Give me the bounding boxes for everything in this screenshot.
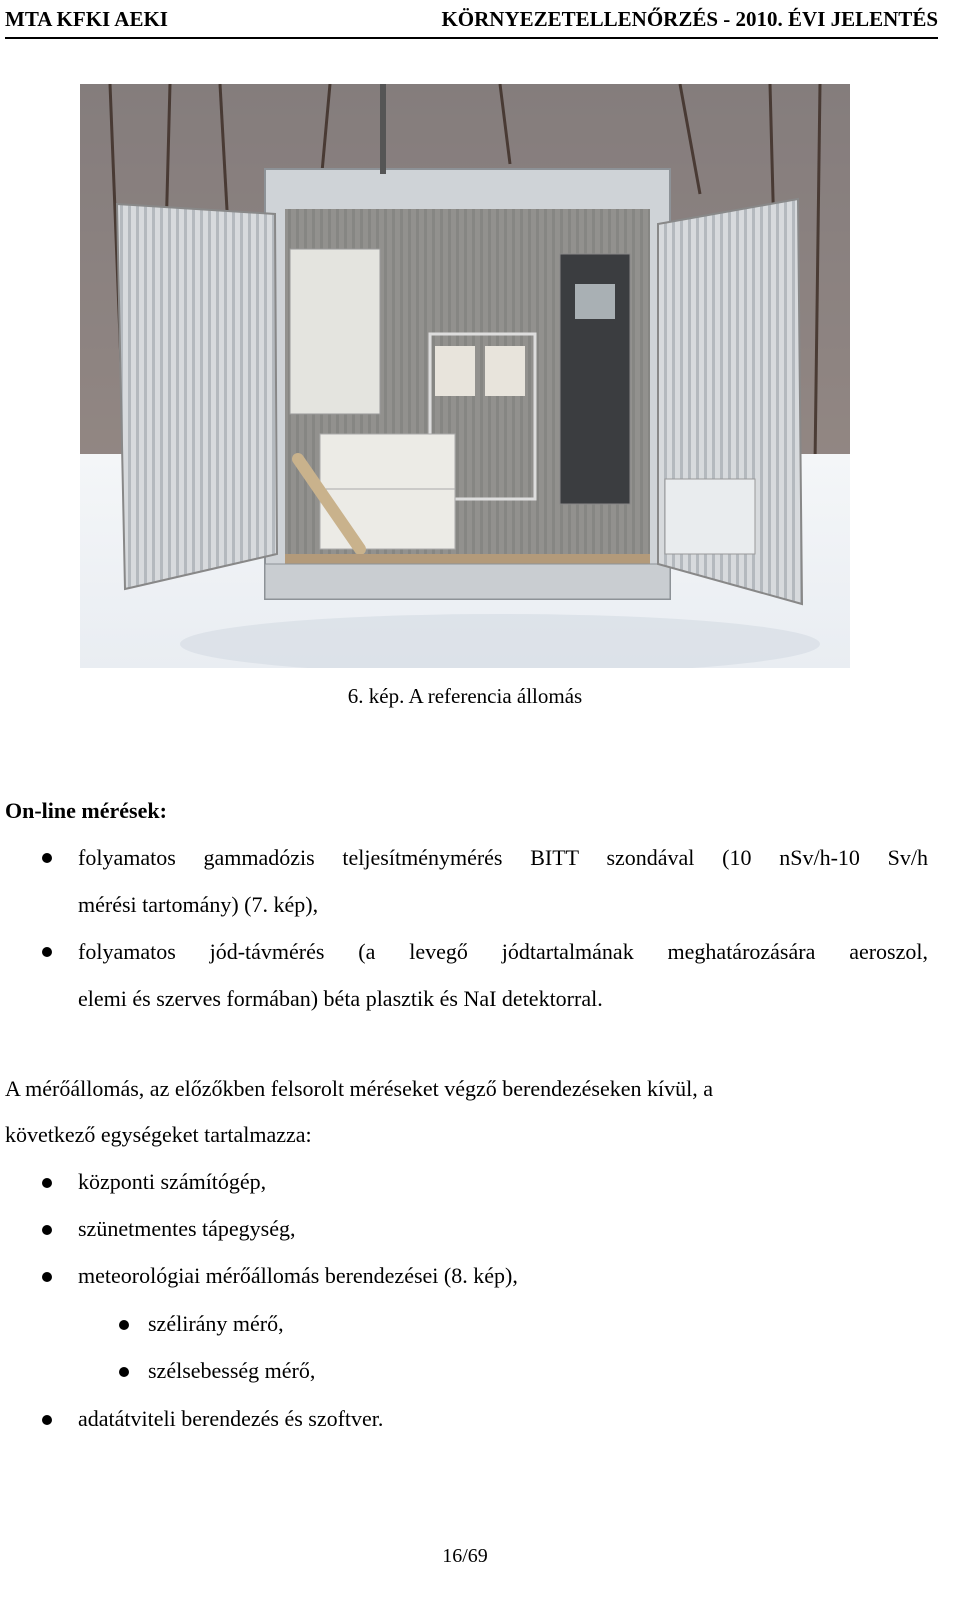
online-item-2-line-1: folyamatos jód-távmérés (a levegő jódtartalmának meghatározására aeroszol, — [78, 939, 928, 964]
page-number: 16/69 — [442, 1545, 488, 1567]
station-intro-line-2: következő egységeket tartalmazza: — [5, 1122, 312, 1147]
bullet-dot — [42, 1178, 52, 1188]
bullet-dot — [42, 853, 52, 863]
bullet-dot — [119, 1320, 129, 1330]
reference-station-photo — [80, 84, 850, 668]
bullet-dot — [42, 1415, 52, 1425]
station-subitem-wind-direction: szélirány mérő, — [148, 1311, 284, 1336]
station-item-ups: szünetmentes tápegység, — [78, 1216, 296, 1241]
figure-caption: 6. kép. A referencia állomás — [347, 684, 583, 708]
online-item-1-line-1: folyamatos gammadózis teljesítménymérés BITT szondával (10 nSv/h-10 Sv/h — [78, 845, 928, 870]
header-report-title: KÖRNYEZETELLENŐRZÉS - 2010. ÉVI JELENTÉS — [441, 7, 938, 31]
header-institution: MTA KFKI AEKI — [5, 7, 168, 31]
bullet-dot — [119, 1367, 129, 1377]
station-item-data-transmission: adatátviteli berendezés és szoftver. — [78, 1406, 384, 1431]
online-item-1-line-2: mérési tartomány) (7. kép), — [78, 892, 319, 917]
bullet-dot — [42, 947, 52, 957]
station-item-computer: központi számítógép, — [78, 1169, 267, 1194]
station-subitem-wind-speed: szélsebesség mérő, — [148, 1358, 316, 1383]
online-item-2-line-2: elemi és szerves formában) béta plasztik és NaI detektorral. — [78, 986, 603, 1011]
bullet-dot — [42, 1225, 52, 1235]
page-header — [5, 5, 938, 39]
bullet-dot — [42, 1272, 52, 1282]
station-intro-line-1: A mérőállomás, az előzőkben felsorolt méréseket végző berendezéseken kívül, a — [5, 1076, 713, 1101]
station-item-meteorological: meteorológiai mérőállomás berendezései (8. kép), — [78, 1263, 518, 1288]
online-measurements-heading: On-line mérések: — [5, 798, 167, 823]
